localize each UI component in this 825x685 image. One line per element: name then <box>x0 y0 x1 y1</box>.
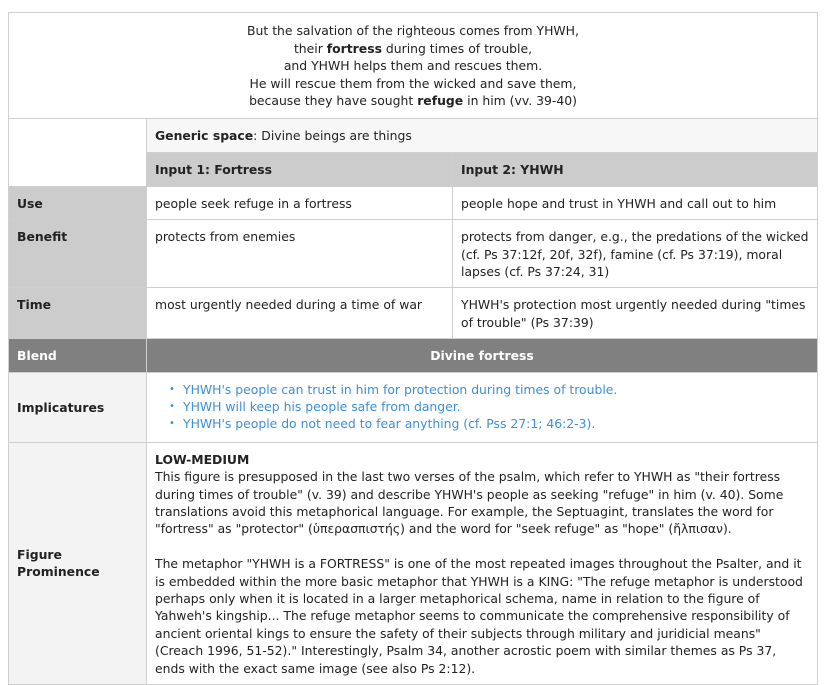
keyword-fortress: fortress <box>326 40 382 56</box>
prominence-paragraph-2: The metaphor "YHWH is a FORTRESS" is one of the most repeated images throughout the Psalter, and it is embedded within the more basic metaphor that YHWH is a KING: "The refuge metaphor is understood perhaps only when it is located in a larger metaphorical schema, name in relation to the figure of Yahweh's kingship... The refuge metaphor seems to communicate the comprehensive responsibility of ancient oriental kings to ensure the safety of their subjects through military and juridicial means" (Creach 1996, 51-52)." Interestingly, Psalm 34, another acrostic poem with similar themes as Ps 37, ends with the exact same image (see also Ps 2:12). <box>155 556 803 676</box>
implicatures-list <box>155 381 809 433</box>
time-input1: most urgently needed during a time of war <box>147 288 453 339</box>
benefit-input1: protects from enemies <box>147 220 453 288</box>
benefit-input2: protects from danger, e.g., the predations of the wicked (cf. Ps 37:12f, 20f, 32f), famine (cf. Ps 37:19), moral lapses (cf. Ps 37:24, 31) <box>453 220 818 288</box>
input1-header: Input 1: Fortress <box>147 153 453 186</box>
implicature-item: • YHWH will keep his people safe from danger. <box>183 398 809 415</box>
verse-line-5: because they have sought refuge in him (vv. 39-40) <box>249 93 577 109</box>
implicature-item: • YHWH's people can trust in him for protection during times of trouble. <box>183 381 809 398</box>
figure-analysis-table <box>8 12 818 685</box>
implicature-item: • YHWH's people do not need to fear anything (cf. Pss 27:1; 46:2-3). <box>183 415 809 432</box>
prominence-label: Figure Prominence <box>9 442 147 684</box>
time-input2: YHWH's protection most urgently needed during "times of trouble" (Ps 37:39) <box>453 288 818 339</box>
corner-blank-cell <box>9 118 147 186</box>
time-label: Time <box>9 288 147 339</box>
verse-cell <box>9 13 818 119</box>
use-input1: people seek refuge in a fortress <box>147 186 453 219</box>
verse-line-1: But the salvation of the righteous comes from YHWH, <box>247 23 579 38</box>
verse-line-3: and YHWH helps them and rescues them. <box>283 58 543 74</box>
generic-space-label: Generic space <box>155 127 254 143</box>
prominence-cell <box>147 442 818 684</box>
implicatures-label: Implicatures <box>9 372 147 442</box>
prominence-row <box>9 442 818 684</box>
figure-analysis-table-container <box>8 12 817 685</box>
blend-row <box>9 339 818 372</box>
use-input2: people hope and trust in YHWH and call out to him <box>453 186 818 219</box>
time-row <box>9 288 818 339</box>
verse-row <box>9 13 818 119</box>
implicatures-row <box>9 372 818 442</box>
input2-header: Input 2: YHWH <box>453 153 818 186</box>
generic-space-row <box>9 118 818 152</box>
benefit-row <box>9 220 818 288</box>
generic-space-cell <box>147 118 818 152</box>
benefit-label: Benefit <box>9 220 147 288</box>
prominence-level: LOW-MEDIUM <box>155 451 250 467</box>
verse-line-4: He will rescue them from the wicked and save them, <box>249 75 577 91</box>
prominence-paragraph-1: This figure is presupposed in the last two verses of the psalm, which refer to YHWH as "their fortress during times of trouble" (v. 39) and describe YHWH's people as seeking "refuge" in him (v. 40). Some translations avoid this metaphorical language. For example, the Septuagint, translates the word for "fortress" as "protector" (ὑπερασπιστής) and the word for "seek refuge" as "hope" (ἤλπισαν). <box>155 469 784 537</box>
implicatures-cell <box>147 372 818 442</box>
verse-line-2: their fortress during times of trouble, <box>293 40 533 56</box>
blend-label: Blend <box>9 339 147 372</box>
blend-value: Divine fortress <box>147 339 818 372</box>
generic-space-value: : Divine beings are things <box>253 127 412 143</box>
use-row <box>9 186 818 219</box>
use-label: Use <box>9 186 147 219</box>
keyword-refuge: refuge <box>417 93 464 109</box>
